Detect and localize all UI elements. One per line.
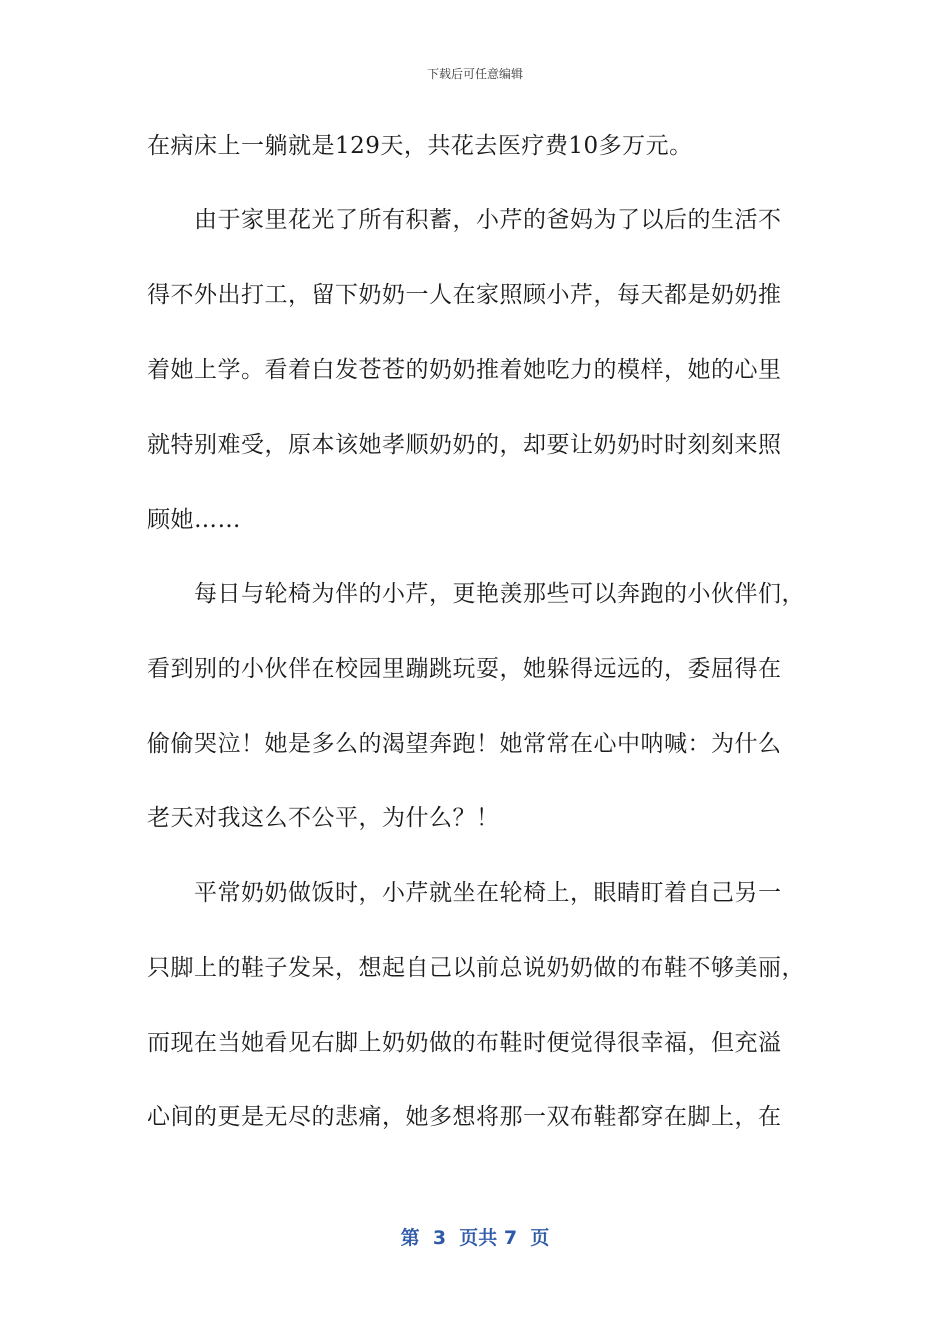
body-line: 在病床上一躺就是129天，共花去医疗费10多万元。 bbox=[147, 133, 693, 159]
body-line: 心间的更是无尽的悲痛，她多想将那一双布鞋都穿在脚上，在 bbox=[147, 1104, 782, 1130]
body-line: 偷偷哭泣！她是多么的渴望奔跑！她常常在心中呐喊：为什么 bbox=[147, 731, 782, 757]
body-line: 只脚上的鞋子发呆，想起自己以前总说奶奶做的布鞋不够美丽， bbox=[147, 955, 805, 981]
body-line: 平常奶奶做饭时，小芹就坐在轮椅上，眼睛盯着自己另一 bbox=[147, 880, 782, 906]
body-line: 老天对我这么不公平，为什么？！ bbox=[147, 805, 500, 831]
body-line: 由于家里花光了所有积蓄，小芹的爸妈为了以后的生活不 bbox=[147, 207, 782, 233]
page-number-footer: 第 3 页共 7 页 bbox=[400, 1227, 550, 1249]
body-line: 看到别的小伙伴在校园里蹦跳玩耍，她躲得远远的，委屈得在 bbox=[147, 656, 782, 682]
body-line: 顾她…… bbox=[147, 507, 241, 533]
body-line: 着她上学。看着白发苍苍的奶奶推着她吃力的模样，她的心里 bbox=[147, 357, 782, 383]
body-line: 而现在当她看见右脚上奶奶做的布鞋时便觉得很幸福，但充溢 bbox=[147, 1030, 782, 1056]
body-line: 每日与轮椅为伴的小芹，更艳羡那些可以奔跑的小伙伴们， bbox=[147, 581, 805, 607]
page-header: 下载后可任意编辑 bbox=[426, 67, 523, 81]
body-line: 得不外出打工，留下奶奶一人在家照顾小芹，每天都是奶奶推 bbox=[147, 282, 782, 308]
body-line: 就特别难受，原本该她孝顺奶奶的，却要让奶奶时时刻刻来照 bbox=[147, 432, 782, 458]
